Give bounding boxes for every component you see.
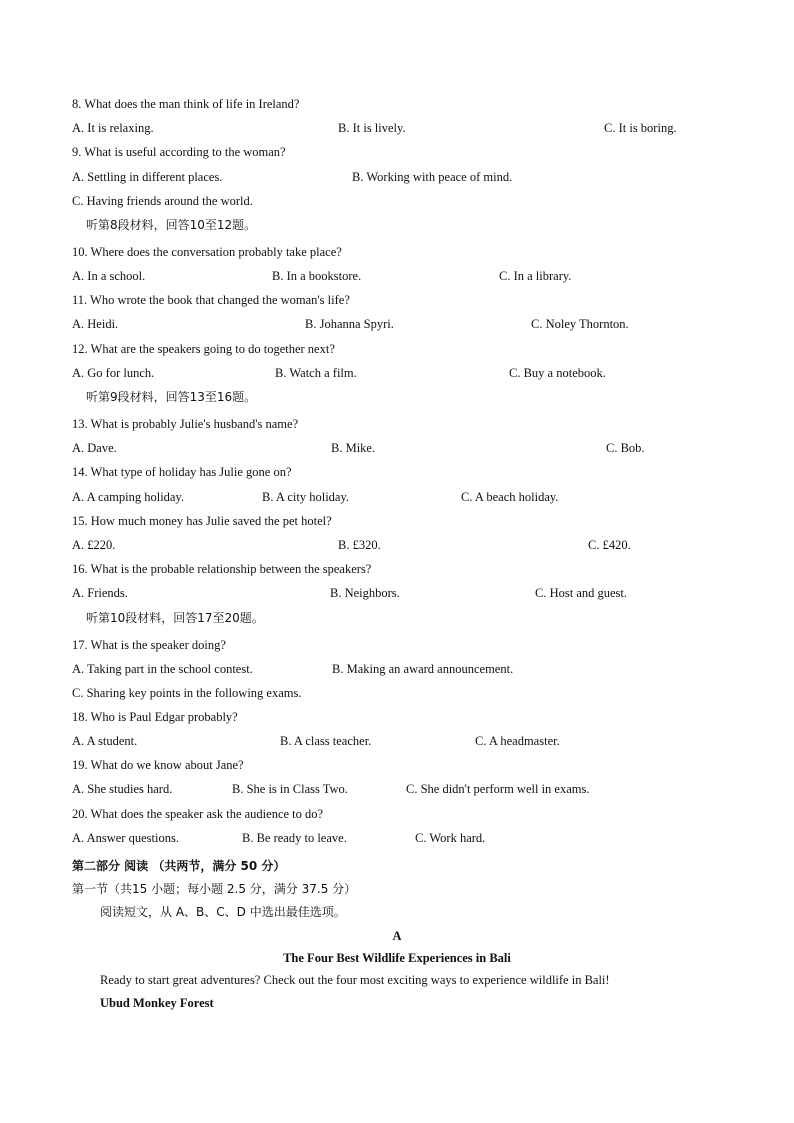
q14-option-b: B. A city holiday. <box>262 490 350 504</box>
q10-option-b: B. In a bookstore. <box>272 269 362 283</box>
q9-option-c: C. Having friends around the world. <box>72 194 253 208</box>
q20-option-a: A. Answer questions. <box>72 831 179 845</box>
q20-option-b: B. Be ready to leave. <box>242 831 347 845</box>
q12-option-b: B. Watch a film. <box>275 366 357 380</box>
q18-option-c: C. A headmaster. <box>475 734 560 748</box>
q17-option-b: B. Making an award announcement. <box>332 662 514 676</box>
q14-option-a: A. A camping holiday. <box>72 490 185 504</box>
passage-title: The Four Best Wildlife Experiences in Bali <box>283 951 511 965</box>
question-11: 11. Who wrote the book that changed the woman's life? <box>72 293 350 307</box>
q20-option-c: C. Work hard. <box>415 831 486 845</box>
question-17: 17. What is the speaker doing? <box>72 638 226 652</box>
q11-option-a: A. Heidi. <box>72 317 119 331</box>
q8-option-b: B. It is lively. <box>338 121 406 135</box>
passage-subheading: Ubud Monkey Forest <box>100 996 214 1010</box>
q13-option-c: C. Bob. <box>606 441 645 455</box>
section1-heading: 第一节（共15 小题；每小题 2.5 分，满分 37.5 分） <box>72 882 357 896</box>
q15-option-a: A. £220. <box>72 538 116 552</box>
question-16: 16. What is the probable relationship between the speakers? <box>72 562 372 576</box>
question-15: 15. How much money has Julie saved the pet hotel? <box>72 514 332 528</box>
q17-option-c: C. Sharing key points in the following exams. <box>72 686 302 700</box>
q12-option-c: C. Buy a notebook. <box>509 366 606 380</box>
q8-option-c: C. It is boring. <box>604 121 677 135</box>
q12-option-a: A. Go for lunch. <box>72 366 155 380</box>
q18-option-b: B. A class teacher. <box>280 734 372 748</box>
q13-option-a: A. Dave. <box>72 441 117 455</box>
part2-heading: 第二部分 阅读 （共两节，满分 50 分） <box>72 859 286 873</box>
q9-option-b: B. Working with peace of mind. <box>352 170 513 184</box>
q19-option-c: C. She didn't perform well in exams. <box>406 782 590 796</box>
q16-option-c: C. Host and guest. <box>535 586 628 600</box>
question-13: 13. What is probably Julie's husband's name? <box>72 417 299 431</box>
q10-option-a: A. In a school. <box>72 269 146 283</box>
passage-intro: Ready to start great adventures? Check out the four most exciting ways to experience wildlife in Bali! <box>100 973 610 987</box>
instruction-material-8: 听第8段材料，回答10至12题。 <box>86 218 257 232</box>
q8-option-a: A. It is relaxing. <box>72 121 154 135</box>
q16-option-b: B. Neighbors. <box>330 586 400 600</box>
passage-letter: A <box>392 929 402 943</box>
q17-option-a: A. Taking part in the school contest. <box>72 662 253 676</box>
reading-directions: 阅读短文，从 A、B、C、D 中选出最佳选项。 <box>100 905 346 919</box>
question-18: 18. Who is Paul Edgar probably? <box>72 710 238 724</box>
q15-option-b: B. £320. <box>338 538 381 552</box>
question-12: 12. What are the speakers going to do together next? <box>72 342 335 356</box>
q19-option-b: B. She is in Class Two. <box>232 782 348 796</box>
q11-option-b: B. Johanna Spyri. <box>305 317 394 331</box>
q14-option-c: C. A beach holiday. <box>461 490 559 504</box>
instruction-material-9: 听第9段材料，回答13至16题。 <box>86 390 257 404</box>
q9-option-a: A. Settling in different places. <box>72 170 223 184</box>
instruction-material-10: 听第10段材料，回答17至20题。 <box>86 611 264 625</box>
question-10: 10. Where does the conversation probably take place? <box>72 245 342 259</box>
q15-option-c: C. £420. <box>588 538 631 552</box>
q19-option-a: A. She studies hard. <box>72 782 173 796</box>
question-19: 19. What do we know about Jane? <box>72 758 244 772</box>
q18-option-a: A. A student. <box>72 734 138 748</box>
question-8: 8. What does the man think of life in Ireland? <box>72 97 300 111</box>
question-9: 9. What is useful according to the woman? <box>72 145 286 159</box>
q10-option-c: C. In a library. <box>499 269 572 283</box>
q16-option-a: A. Friends. <box>72 586 128 600</box>
question-14: 14. What type of holiday has Julie gone on? <box>72 465 292 479</box>
q13-option-b: B. Mike. <box>331 441 376 455</box>
question-20: 20. What does the speaker ask the audience to do? <box>72 807 324 821</box>
q11-option-c: C. Noley Thornton. <box>531 317 629 331</box>
